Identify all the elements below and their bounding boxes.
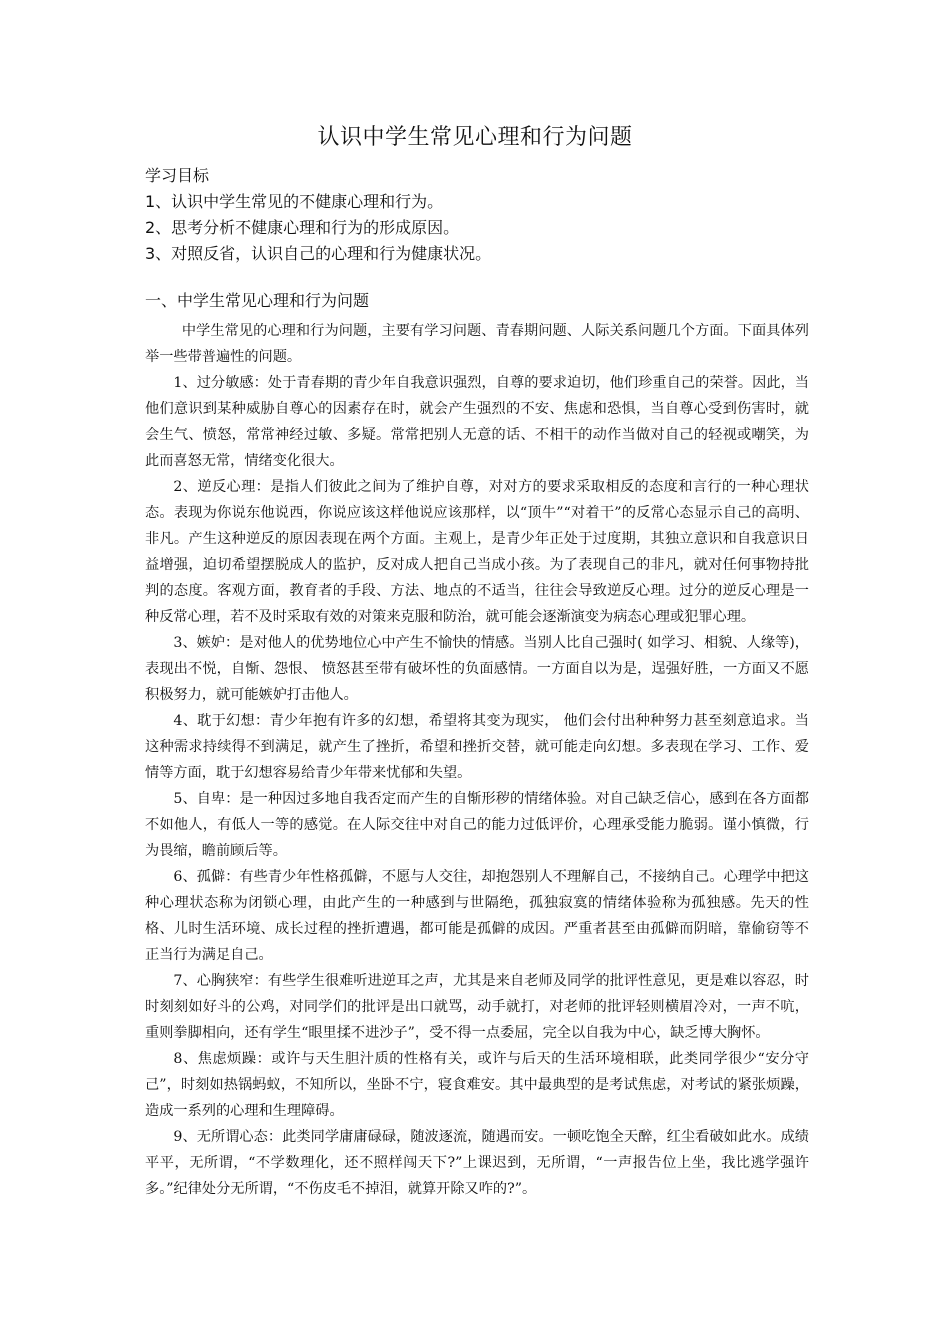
document-title: 认识中学生常见心理和行为问题 — [317, 125, 633, 150]
intro-paragraph: 中学生常见的心理和行为问题，主要有学习问题、青春期问题、人际关系问题几个方面。下面具体列举一些带普遍性的问题。 — [145, 323, 809, 365]
paragraph-indifference: 9、无所谓心态：此类同学庸庸碌碌，随波逐流，随遇而安。一顿吃饱全天醉，红尘看破如此水。成绩平平，无所谓，“不学数理化，还不照样闯天下?”上课迟到，无所谓，“一声报告位上坐，我比逃学强许多。”纪律处分无所谓，“不伤皮毛不掉泪，就算开除又咋的?”。 — [145, 1129, 809, 1197]
paragraph-withdrawn: 6、孤僻：有些青少年性格孤僻，不愿与人交往，却抱怨别人不理解自己，不接纳自己。心理学中把这种心理状态称为闭锁心理，由此产生的一种感到与世隔绝，孤独寂寞的情绪体验称为孤独感。先天的性格、儿时生活环境、成长过程的挫折遭遇，都可能是孤僻的成因。严重者甚至由孤僻而阴暗，靠偷窃等不正当行为满足自己。 — [145, 869, 809, 963]
learning-goals — [145, 163, 805, 267]
section-body — [145, 318, 809, 1202]
goals-heading: 学习目标 — [145, 166, 210, 185]
paragraph-jealousy: 3、嫉妒：是对他人的优势地位心中产生不愉快的情感。当别人比自己强时( 如学习、相貌、人缘等)，表现出不悦，自惭、怨恨、 愤怒甚至带有破坏性的负面感情。一方面自以为是，逞强好胜，一方面又不愿积极努力，就可能嫉妒打击他人。 — [145, 635, 809, 703]
goal-item-2: 2、思考分析不健康心理和行为的形成原因。 — [145, 218, 460, 237]
section-heading: 一、中学生常见心理和行为问题 — [145, 291, 370, 310]
goal-item-1: 1、认识中学生常见的不健康心理和行为。 — [145, 192, 444, 211]
paragraph-sensitivity: 1、过分敏感：处于青春期的青少年自我意识强烈，自尊的要求迫切，他们珍重自己的荣誉。因此，当他们意识到某种威胁自尊心的因素存在时，就会产生强烈的不安、焦虑和恐惧，当自尊心受到伤害时，就会生气、愤怒，常常神经过敏、多疑。常常把别人无意的话、不相干的动作当做对自己的轻视或嘲笑，为此而喜怒无常，情绪变化很大。 — [145, 375, 809, 469]
paragraph-narrow-mind: 7、心胸狭窄：有些学生很难听进逆耳之声，尤其是来自老师及同学的批评性意见，更是难以容忍，时时刻刻如好斗的公鸡，对同学们的批评是出口就骂，动手就打，对老师的批评轻则横眉冷对，一声不吭，重则拳脚相向，还有学生“眼里揉不进沙子”，受不得一点委屈，完全以自我为中心，缺乏博大胸怀。 — [145, 973, 809, 1041]
paragraph-rebellion: 2、逆反心理：是指人们彼此之间为了维护自尊，对对方的要求采取相反的态度和言行的一种心理状态。表现为你说东他说西，你说应该这样他说应该那样，以“顶牛”“对着干”的反常心态显示自己的高明、非凡。产生这种逆反的原因表现在两个方面。主观上，是青少年正处于过度期，其独立意识和自我意识日益增强，迫切希望摆脱成人的监护，反对成人把自己当成小孩。为了表现自己的非凡，就对任何事物持批判的态度。客观方面，教育者的手段、方法、地点的不适当，往往会导致逆反心理。过分的逆反心理是一种反常心理，若不及时采取有效的对策来克服和防治，就可能会逐渐演变为病态心理或犯罪心理。 — [145, 479, 809, 625]
paragraph-inferiority: 5、自卑：是一种因过多地自我否定而产生的自惭形秽的情绪体验。对自己缺乏信心，感到在各方面都不如他人，有低人一等的感觉。在人际交往中对自己的能力过低评价，心理承受能力脆弱。谨小慎微，行为畏缩，瞻前顾后等。 — [145, 791, 809, 859]
paragraph-anxiety: 8、焦虑烦躁：或许与天生胆汁质的性格有关，或许与后天的生活环境相联，此类同学很少“安分守己”，时刻如热锅蚂蚁，不知所以，坐卧不宁，寝食难安。其中最典型的是考试焦虑，对考试的紧张烦躁，造成一系列的心理和生理障碍。 — [145, 1051, 809, 1119]
goal-item-3: 3、对照反省，认识自己的心理和行为健康状况。 — [145, 244, 492, 263]
paragraph-fantasy: 4、耽于幻想：青少年抱有许多的幻想，希望将其变为现实， 他们会付出种种努力甚至刻意追求。当这种需求持续得不到满足，就产生了挫折，希望和挫折交替，就可能走向幻想。多表现在学习、工作、爱情等方面，耽于幻想容易给青少年带来忧郁和失望。 — [145, 713, 809, 781]
